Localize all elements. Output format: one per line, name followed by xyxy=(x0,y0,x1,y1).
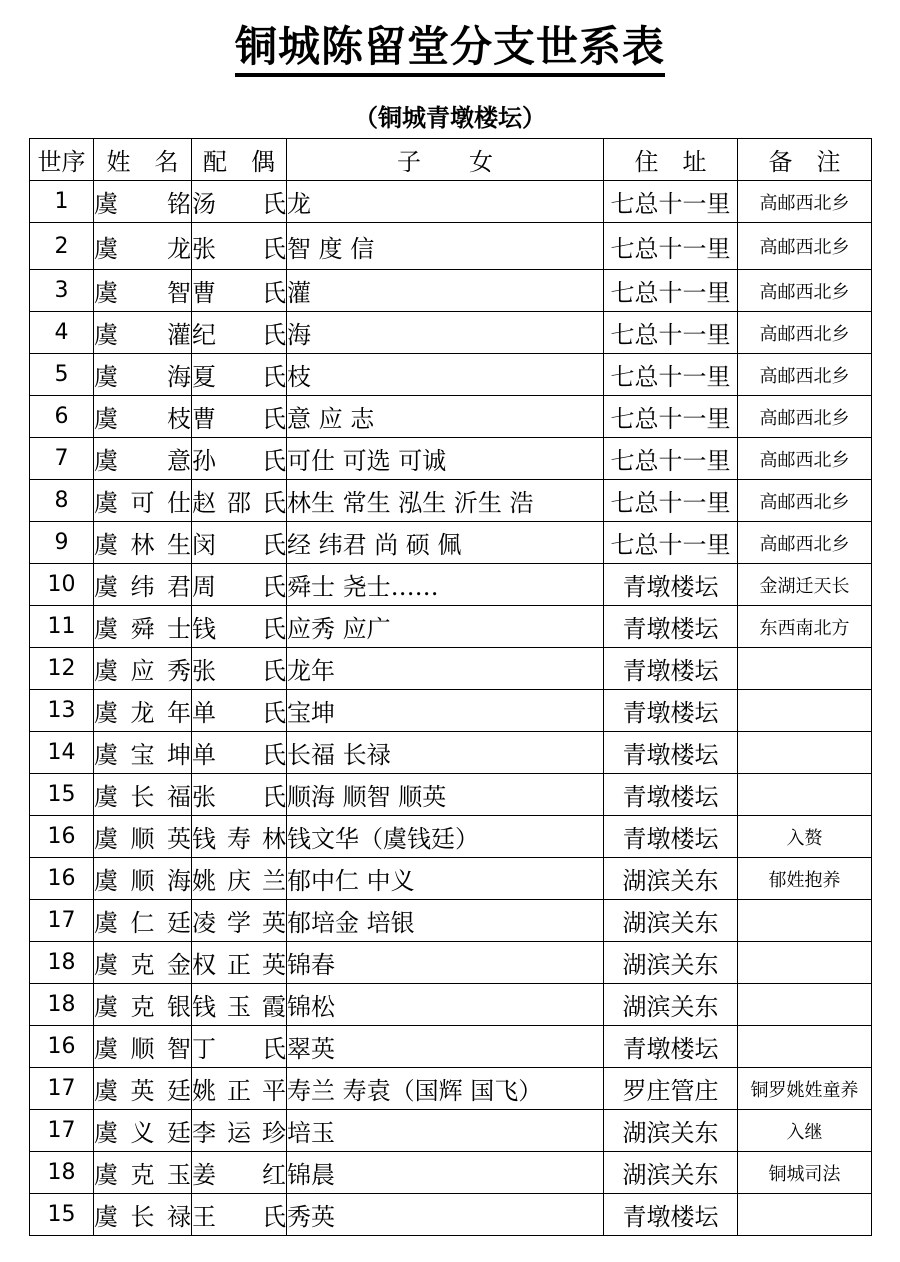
generation-cell: 4 xyxy=(30,312,94,354)
generation-cell: 10 xyxy=(30,564,94,606)
address-cell: 七总十一里 xyxy=(604,181,738,223)
note-cell: 高邮西北乡 xyxy=(738,270,872,312)
note-cell xyxy=(738,942,872,984)
header-spouse: 配 偶 xyxy=(192,139,287,181)
table-row xyxy=(30,354,872,396)
address-cell: 青墩楼坛 xyxy=(604,732,738,774)
address-cell: 湖滨关东 xyxy=(604,1152,738,1194)
generation-cell: 18 xyxy=(30,1152,94,1194)
header-note: 备 注 xyxy=(738,139,872,181)
note-cell xyxy=(738,690,872,732)
address-cell: 湖滨关东 xyxy=(604,858,738,900)
table-row xyxy=(30,1068,872,1110)
note-cell: 铜罗姚姓童养 xyxy=(738,1068,872,1110)
table-row xyxy=(30,312,872,354)
name-cell: 虞纬君 xyxy=(94,564,192,606)
spouse-cell: 姜 红 xyxy=(192,1152,287,1194)
children-cell: 锦晨 xyxy=(287,1152,604,1194)
name-cell: 虞英廷 xyxy=(94,1068,192,1110)
address-cell: 七总十一里 xyxy=(604,312,738,354)
name-cell: 虞 海 xyxy=(94,354,192,396)
name-cell: 虞顺智 xyxy=(94,1026,192,1068)
generation-cell: 3 xyxy=(30,270,94,312)
table-row xyxy=(30,900,872,942)
spouse-cell: 单 氏 xyxy=(192,732,287,774)
table-row xyxy=(30,1194,872,1236)
name-cell: 虞应秀 xyxy=(94,648,192,690)
generation-cell: 1 xyxy=(30,181,94,223)
spouse-cell: 权正英 xyxy=(192,942,287,984)
name-cell: 虞可仕 xyxy=(94,480,192,522)
generation-cell: 17 xyxy=(30,900,94,942)
name-cell: 虞义廷 xyxy=(94,1110,192,1152)
generation-cell: 18 xyxy=(30,942,94,984)
note-cell: 高邮西北乡 xyxy=(738,312,872,354)
spouse-cell: 汤 氏 xyxy=(192,181,287,223)
address-cell: 七总十一里 xyxy=(604,396,738,438)
note-cell: 高邮西北乡 xyxy=(738,396,872,438)
note-cell xyxy=(738,648,872,690)
note-cell: 高邮西北乡 xyxy=(738,438,872,480)
table-row xyxy=(30,774,872,816)
header-address: 住 址 xyxy=(604,139,738,181)
name-cell: 虞 智 xyxy=(94,270,192,312)
note-cell: 金湖迁天长 xyxy=(738,564,872,606)
table-row xyxy=(30,942,872,984)
address-cell: 青墩楼坛 xyxy=(604,774,738,816)
name-cell: 虞龙年 xyxy=(94,690,192,732)
table-row xyxy=(30,480,872,522)
note-cell: 高邮西北乡 xyxy=(738,354,872,396)
name-cell: 虞克金 xyxy=(94,942,192,984)
generation-cell: 16 xyxy=(30,816,94,858)
table-body xyxy=(30,181,872,1236)
children-cell: 培玉 xyxy=(287,1110,604,1152)
children-cell: 郁培金 培银 xyxy=(287,900,604,942)
address-cell: 青墩楼坛 xyxy=(604,816,738,858)
name-cell: 虞克玉 xyxy=(94,1152,192,1194)
table-row xyxy=(30,690,872,732)
note-cell xyxy=(738,774,872,816)
spouse-cell: 曹 氏 xyxy=(192,396,287,438)
table-row xyxy=(30,648,872,690)
header-generation: 世序 xyxy=(30,139,94,181)
spouse-cell: 闵 氏 xyxy=(192,522,287,564)
generation-cell: 13 xyxy=(30,690,94,732)
spouse-cell: 凌学英 xyxy=(192,900,287,942)
children-cell: 锦春 xyxy=(287,942,604,984)
note-cell: 郁姓抱养 xyxy=(738,858,872,900)
generation-cell: 8 xyxy=(30,480,94,522)
name-cell: 虞舜士 xyxy=(94,606,192,648)
spouse-cell: 单 氏 xyxy=(192,690,287,732)
table-row xyxy=(30,732,872,774)
table-row xyxy=(30,816,872,858)
children-cell: 龙年 xyxy=(287,648,604,690)
generation-cell: 7 xyxy=(30,438,94,480)
name-cell: 虞长福 xyxy=(94,774,192,816)
note-cell xyxy=(738,1194,872,1236)
children-cell: 宝坤 xyxy=(287,690,604,732)
table-header-row xyxy=(30,139,872,181)
name-cell: 虞宝坤 xyxy=(94,732,192,774)
generation-cell: 16 xyxy=(30,858,94,900)
address-cell: 七总十一里 xyxy=(604,354,738,396)
spouse-cell: 李运珍 xyxy=(192,1110,287,1152)
generation-cell: 2 xyxy=(30,223,94,270)
note-cell xyxy=(738,984,872,1026)
name-cell: 虞长禄 xyxy=(94,1194,192,1236)
note-cell: 入继 xyxy=(738,1110,872,1152)
page-title: 铜城陈留堂分支世系表 xyxy=(0,14,900,74)
children-cell: 长福 长禄 xyxy=(287,732,604,774)
spouse-cell: 张 氏 xyxy=(192,774,287,816)
table-row xyxy=(30,522,872,564)
name-cell: 虞 灌 xyxy=(94,312,192,354)
children-cell: 锦松 xyxy=(287,984,604,1026)
children-cell: 翠英 xyxy=(287,1026,604,1068)
children-cell: 经 纬君 尚 硕 佩 xyxy=(287,522,604,564)
name-cell: 虞顺英 xyxy=(94,816,192,858)
address-cell: 七总十一里 xyxy=(604,223,738,270)
spouse-cell: 钱寿林 xyxy=(192,816,287,858)
spouse-cell: 钱玉霞 xyxy=(192,984,287,1026)
children-cell: 海 xyxy=(287,312,604,354)
table-row xyxy=(30,606,872,648)
table-row xyxy=(30,858,872,900)
address-cell: 青墩楼坛 xyxy=(604,606,738,648)
address-cell: 七总十一里 xyxy=(604,522,738,564)
spouse-cell: 曹 氏 xyxy=(192,270,287,312)
note-cell: 高邮西北乡 xyxy=(738,181,872,223)
children-cell: 林生 常生 泓生 沂生 浩 xyxy=(287,480,604,522)
note-cell: 高邮西北乡 xyxy=(738,480,872,522)
children-cell: 意 应 志 xyxy=(287,396,604,438)
children-cell: 顺海 顺智 顺英 xyxy=(287,774,604,816)
table-row xyxy=(30,438,872,480)
address-cell: 罗庄管庄 xyxy=(604,1068,738,1110)
name-cell: 虞克银 xyxy=(94,984,192,1026)
name-cell: 虞 意 xyxy=(94,438,192,480)
table-row xyxy=(30,223,872,270)
generation-cell: 18 xyxy=(30,984,94,1026)
children-cell: 可仕 可选 可诚 xyxy=(287,438,604,480)
table-row xyxy=(30,270,872,312)
spouse-cell: 张 氏 xyxy=(192,223,287,270)
children-cell: 灌 xyxy=(287,270,604,312)
generation-cell: 15 xyxy=(30,1194,94,1236)
spouse-cell: 姚庆兰 xyxy=(192,858,287,900)
spouse-cell: 孙 氏 xyxy=(192,438,287,480)
address-cell: 青墩楼坛 xyxy=(604,648,738,690)
table-row xyxy=(30,1026,872,1068)
children-cell: 枝 xyxy=(287,354,604,396)
name-cell: 虞 枝 xyxy=(94,396,192,438)
address-cell: 湖滨关东 xyxy=(604,1110,738,1152)
genealogy-table xyxy=(29,138,872,1236)
spouse-cell: 张 氏 xyxy=(192,648,287,690)
table-row xyxy=(30,396,872,438)
address-cell: 青墩楼坛 xyxy=(604,1026,738,1068)
table-row xyxy=(30,564,872,606)
generation-cell: 15 xyxy=(30,774,94,816)
children-cell: 寿兰 寿袁（国辉 国飞） xyxy=(287,1068,604,1110)
address-cell: 青墩楼坛 xyxy=(604,690,738,732)
generation-cell: 17 xyxy=(30,1110,94,1152)
table-row xyxy=(30,984,872,1026)
address-cell: 七总十一里 xyxy=(604,270,738,312)
spouse-cell: 钱 氏 xyxy=(192,606,287,648)
name-cell: 虞 铭 xyxy=(94,181,192,223)
header-name: 姓 名 xyxy=(94,139,192,181)
note-cell: 入赘 xyxy=(738,816,872,858)
generation-cell: 16 xyxy=(30,1026,94,1068)
note-cell: 高邮西北乡 xyxy=(738,223,872,270)
children-cell: 钱文华（虞钱廷） xyxy=(287,816,604,858)
table-row xyxy=(30,181,872,223)
spouse-cell: 赵邵氏 xyxy=(192,480,287,522)
address-cell: 青墩楼坛 xyxy=(604,564,738,606)
note-cell: 高邮西北乡 xyxy=(738,522,872,564)
address-cell: 七总十一里 xyxy=(604,438,738,480)
generation-cell: 11 xyxy=(30,606,94,648)
page-subtitle: （铜城青墩楼坛） xyxy=(354,104,546,132)
generation-cell: 9 xyxy=(30,522,94,564)
name-cell: 虞 龙 xyxy=(94,223,192,270)
table-row xyxy=(30,1152,872,1194)
children-cell: 舜士 尧士…… xyxy=(287,564,604,606)
spouse-cell: 王 氏 xyxy=(192,1194,287,1236)
note-cell: 东西南北方 xyxy=(738,606,872,648)
children-cell: 龙 xyxy=(287,181,604,223)
address-cell: 湖滨关东 xyxy=(604,900,738,942)
note-cell: 铜城司法 xyxy=(738,1152,872,1194)
address-cell: 七总十一里 xyxy=(604,480,738,522)
address-cell: 湖滨关东 xyxy=(604,984,738,1026)
note-cell xyxy=(738,1026,872,1068)
generation-cell: 17 xyxy=(30,1068,94,1110)
name-cell: 虞林生 xyxy=(94,522,192,564)
name-cell: 虞顺海 xyxy=(94,858,192,900)
spouse-cell: 丁 氏 xyxy=(192,1026,287,1068)
spouse-cell: 夏 氏 xyxy=(192,354,287,396)
address-cell: 青墩楼坛 xyxy=(604,1194,738,1236)
address-cell: 湖滨关东 xyxy=(604,942,738,984)
table-row xyxy=(30,1110,872,1152)
generation-cell: 5 xyxy=(30,354,94,396)
children-cell: 郁中仁 中义 xyxy=(287,858,604,900)
spouse-cell: 姚正平 xyxy=(192,1068,287,1110)
generation-cell: 12 xyxy=(30,648,94,690)
header-children: 子 女 xyxy=(287,139,604,181)
children-cell: 秀英 xyxy=(287,1194,604,1236)
name-cell: 虞仁廷 xyxy=(94,900,192,942)
note-cell xyxy=(738,732,872,774)
note-cell xyxy=(738,900,872,942)
spouse-cell: 周 氏 xyxy=(192,564,287,606)
children-cell: 应秀 应广 xyxy=(287,606,604,648)
spouse-cell: 纪 氏 xyxy=(192,312,287,354)
generation-cell: 6 xyxy=(30,396,94,438)
generation-cell: 14 xyxy=(30,732,94,774)
children-cell: 智 度 信 xyxy=(287,223,604,270)
